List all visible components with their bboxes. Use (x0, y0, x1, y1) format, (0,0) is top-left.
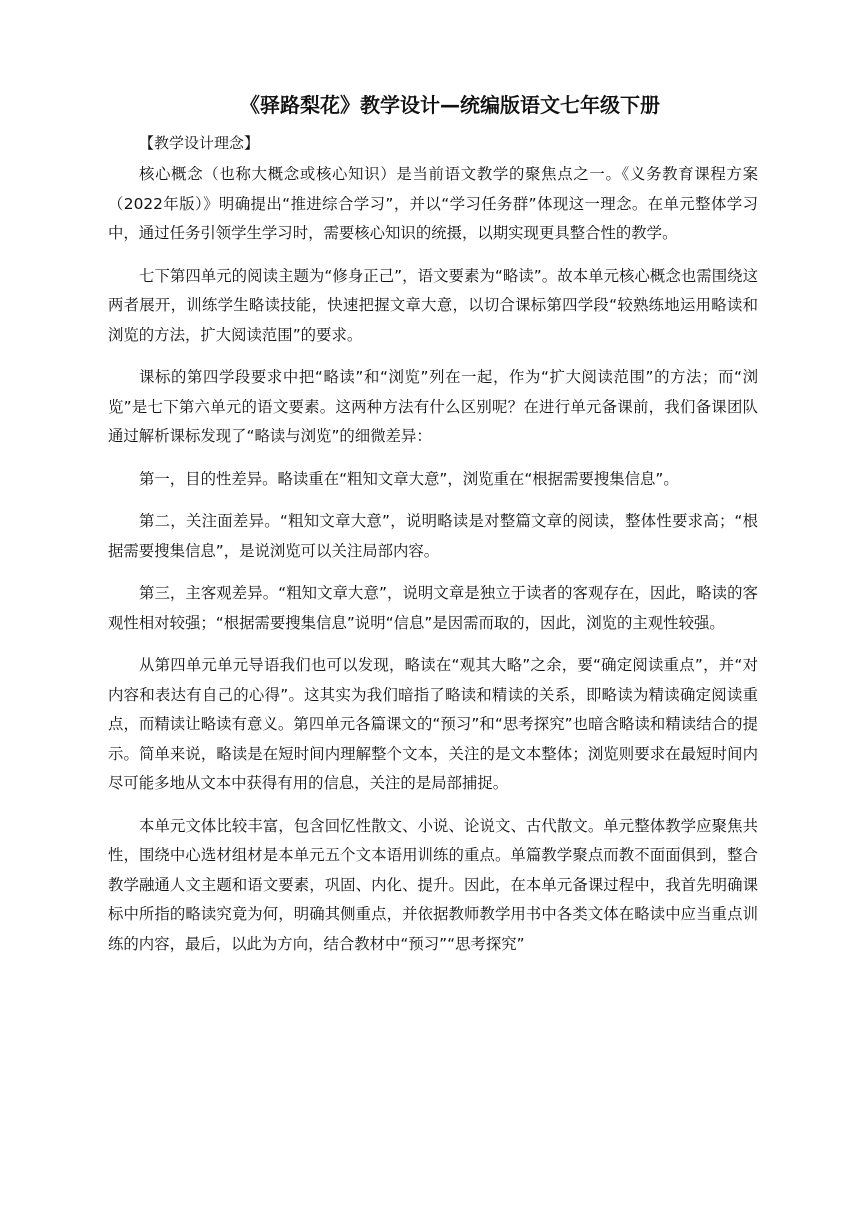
document-title: 《驿路梨花》教学设计—统编版语文七年级下册 (240, 93, 660, 117)
body-paragraph: 第二，关注面差异。“粗知文章大意”，说明略读是对整篇文章的阅读，整体性要求高；“根据需要搜集信息”，是说浏览可以关注局部内容。 (108, 512, 758, 560)
body-paragraph: 七下第四单元的阅读主题为“修身正己”，语文要素为“略读”。故本单元核心概念也需围绕这两者展开，训练学生略读技能，快速把握文章大意，以切合课标第四学段“较熟练地运用略读和浏览的方法，扩大阅读范围”的要求。 (108, 266, 758, 344)
body-paragraph: 从第四单元单元导语我们也可以发现，略读在“观其大略”之余，要“确定阅读重点”，并“对内容和表达有自己的心得”。这其实为我们暗指了略读和精读的关系，即略读为精读确定阅读重点，而精读让略读有意义。第四单元各篇课文的“预习”和“思考探究”也暗含略读和精读结合的提示。简单来说，略读是在短时间内理解整个文本，关注的是文本整体；浏览则要求在最短时间内尽可能多地从文本中获得有用的信息，关注的是局部捕捉。 (108, 656, 758, 792)
body-paragraph: 第三，主客观差异。“粗知文章大意”，说明文章是独立于读者的客观存在，因此，略读的客观性相对较强；“根据需要搜集信息”说明“信息”是因需而取的，因此，浏览的主观性较强。 (108, 584, 758, 632)
body-paragraph: 本单元文体比较丰富，包含回忆性散文、小说、论说文、古代散文。单元整体教学应聚焦共性，围绕中心选材组材是本单元五个文本语用训练的重点。单篇教学聚点而教不面面俱到，整合教学融通人文主题和语文要素，巩固、内化、提升。因此，在本单元备课过程中，我首先明确课标中所指的略读究竟为何，明确其侧重点，并依据教师教学用书中各类文体在略读中应当重点训练的内容，最后，以此为方向，结合教材中“预习”“思考探究” (108, 816, 758, 953)
section-heading: 【教学设计理念】 (139, 134, 260, 152)
body-paragraph: 第一，目的性差异。略读重在“粗知文章大意”，浏览重在“根据需要搜集信息”。 (139, 469, 679, 488)
body-paragraph: 核心概念（也称大概念或核心知识）是当前语文教学的聚焦点之一。《义务教育课程方案（2022年版）》明确提出“推进综合学习”，并以“学习任务群”体现这一理念。在单元整体学习中，通过任务引领学生学习时，需要核心知识的统摄，以期实现更具整合性的教学。 (108, 165, 758, 242)
document-body (108, 160, 758, 972)
body-paragraph: 课标的第四学段要求中把“略读”和“浏览”列在一起，作为“扩大阅读范围”的方法；而“浏览”是七下第六单元的语文要素。这两种方法有什么区别呢？在进行单元备课前，我们备课团队通过解析课标发现了“略读与浏览”的细微差异： (108, 368, 758, 445)
